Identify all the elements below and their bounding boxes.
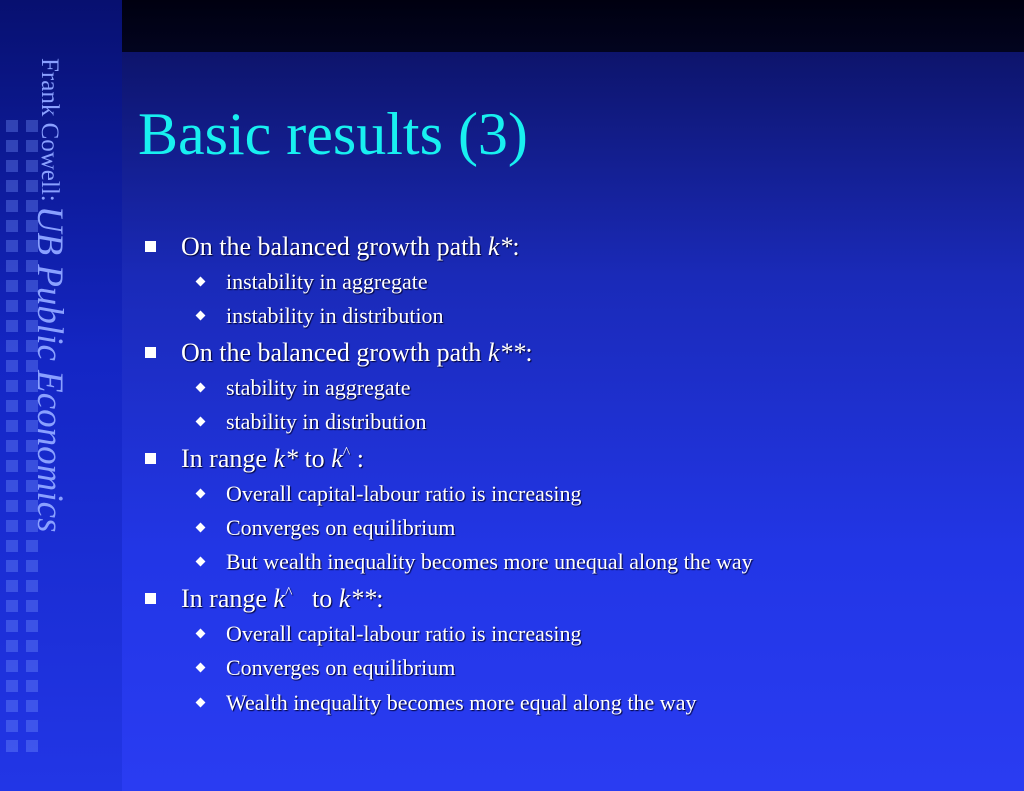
decorative-square xyxy=(6,600,18,612)
sub-bullet-item xyxy=(140,373,1010,403)
sub-bullet-text: stability in distribution xyxy=(226,409,427,435)
hat-superscript: ^ xyxy=(342,443,351,461)
bullet-prefix: On the balanced growth path xyxy=(181,232,488,261)
diamond-bullet-icon xyxy=(196,697,206,707)
sub-bullet-item xyxy=(140,267,1010,297)
sidebar xyxy=(0,0,122,791)
bullet-mid: to xyxy=(292,583,339,613)
bullet-prefix: On the balanced growth path xyxy=(181,337,488,367)
decorative-square xyxy=(6,460,18,472)
decorative-square xyxy=(6,440,18,452)
bullet-item xyxy=(140,582,1010,615)
sub-bullet-text: Converges on equilibrium xyxy=(226,655,456,681)
sub-bullet-text: instability in aggregate xyxy=(226,269,428,294)
decorative-square xyxy=(6,640,18,652)
square-bullet-icon xyxy=(145,347,156,358)
bullet-suffix: : xyxy=(525,337,533,367)
decorative-square xyxy=(6,580,18,592)
diamond-bullet-icon xyxy=(196,628,206,638)
decorative-square xyxy=(6,480,18,492)
decorative-square xyxy=(6,320,18,332)
top-bar xyxy=(122,0,1024,52)
math-symbol: k* xyxy=(273,443,298,473)
decorative-square xyxy=(6,140,18,152)
diamond-bullet-icon xyxy=(196,311,206,321)
decorative-square xyxy=(6,240,18,252)
decorative-square xyxy=(6,720,18,732)
sub-bullet-item xyxy=(140,407,1010,437)
diamond-bullet-icon xyxy=(196,663,206,673)
math-symbol: k* xyxy=(487,232,513,261)
bullet-item xyxy=(140,230,1010,263)
decorative-square xyxy=(6,300,18,312)
math-symbol: k** xyxy=(487,337,526,367)
decorative-square xyxy=(6,360,18,372)
diamond-bullet-icon xyxy=(196,382,206,392)
course-name: UB Public Economics xyxy=(29,205,70,533)
square-bullet-icon xyxy=(145,241,156,252)
decorative-square xyxy=(6,280,18,292)
decorative-square xyxy=(6,340,18,352)
diamond-bullet-icon xyxy=(196,417,206,427)
bullet-suffix: : xyxy=(350,443,364,473)
math-symbol: k xyxy=(331,443,343,473)
decorative-square xyxy=(6,180,18,192)
sub-bullet-text: Overall capital-labour ratio is increasing xyxy=(226,480,582,506)
sub-bullet-text: But wealth inequality becomes more unequal along the way xyxy=(226,549,753,575)
sub-bullet-text: Converges on equilibrium xyxy=(226,514,456,540)
math-symbol: k** xyxy=(338,583,377,613)
decorative-square xyxy=(6,700,18,712)
sub-bullet-text: Overall capital-labour ratio is increasing xyxy=(226,620,582,646)
bullet-item xyxy=(140,336,1010,369)
decorative-square xyxy=(6,500,18,512)
decorative-square xyxy=(6,120,18,132)
slide-content xyxy=(140,230,1010,722)
bullet-prefix: In range xyxy=(181,443,274,473)
decorative-square xyxy=(26,540,38,552)
sub-bullet-item xyxy=(140,479,1010,509)
decorative-square xyxy=(6,680,18,692)
decorative-square xyxy=(26,680,38,692)
decorative-square xyxy=(6,560,18,572)
sub-bullet-text: Wealth inequality becomes more equal along the way xyxy=(226,689,697,715)
sub-bullet-item xyxy=(140,653,1010,683)
sub-bullet-text: stability in aggregate xyxy=(226,374,411,400)
decorative-square xyxy=(6,200,18,212)
decorative-square xyxy=(26,600,38,612)
sub-bullet-item xyxy=(140,301,1010,331)
sub-bullet-item xyxy=(140,547,1010,577)
decorative-square xyxy=(6,400,18,412)
decorative-square xyxy=(6,220,18,232)
sub-bullet-item xyxy=(140,513,1010,543)
decorative-square xyxy=(26,580,38,592)
bullet-item xyxy=(140,442,1010,475)
decorative-square xyxy=(6,420,18,432)
decorative-square xyxy=(26,560,38,572)
sub-bullet-text: instability in distribution xyxy=(226,303,444,329)
hat-superscript: ^ xyxy=(284,584,293,602)
diamond-bullet-icon xyxy=(196,557,206,567)
bullet-mid: to xyxy=(297,443,332,473)
decorative-square xyxy=(26,720,38,732)
sidebar-caption xyxy=(28,58,71,533)
decorative-square xyxy=(26,740,38,752)
diamond-bullet-icon xyxy=(196,277,206,287)
decorative-square xyxy=(6,660,18,672)
diamond-bullet-icon xyxy=(196,523,206,533)
math-symbol: k xyxy=(273,583,285,613)
slide-title: Basic results (3) xyxy=(138,101,528,167)
decorative-square xyxy=(6,520,18,532)
decorative-square xyxy=(6,540,18,552)
sub-bullet-item xyxy=(140,688,1010,718)
decorative-square xyxy=(26,640,38,652)
decorative-square xyxy=(26,700,38,712)
author-name: Frank Cowell: xyxy=(36,58,63,202)
diamond-bullet-icon xyxy=(196,488,206,498)
bullet-prefix: In range xyxy=(181,583,274,613)
bullet-suffix: : xyxy=(376,583,384,613)
bullet-suffix: : xyxy=(512,232,520,261)
sub-bullet-item xyxy=(140,619,1010,649)
decorative-square xyxy=(6,160,18,172)
square-bullet-icon xyxy=(145,453,156,464)
decorative-square xyxy=(6,620,18,632)
decorative-square xyxy=(6,260,18,272)
square-bullet-icon xyxy=(145,593,156,604)
decorative-square xyxy=(6,740,18,752)
decorative-square xyxy=(6,380,18,392)
decorative-square xyxy=(26,660,38,672)
decorative-square xyxy=(26,620,38,632)
